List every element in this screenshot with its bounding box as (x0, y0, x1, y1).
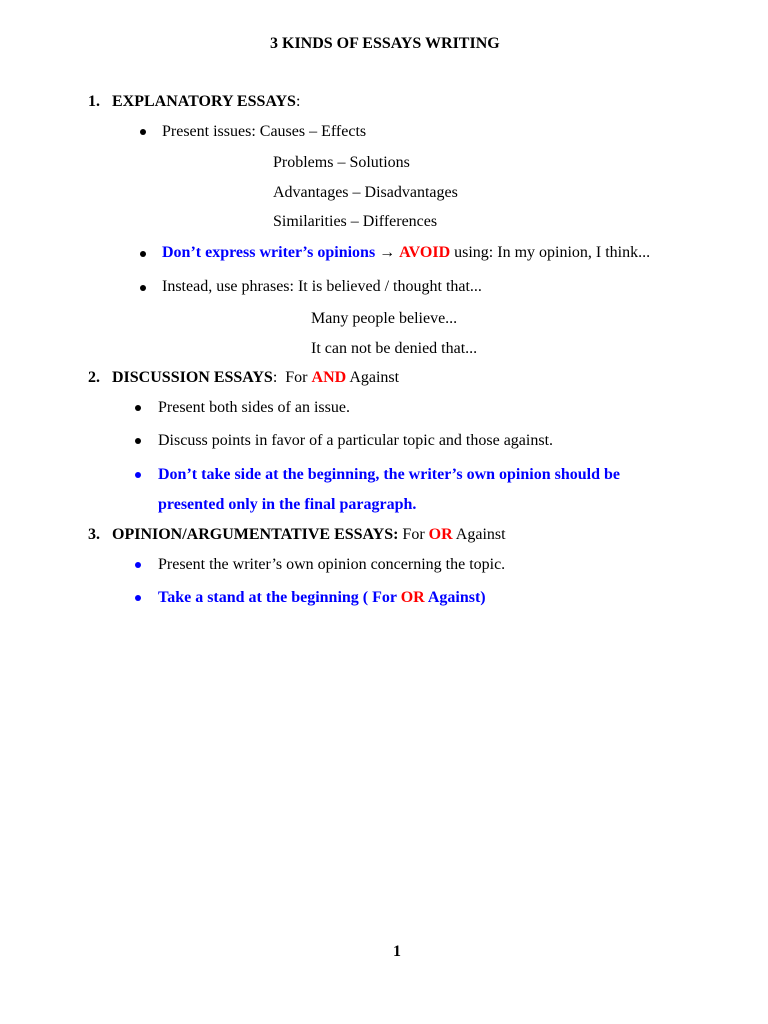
avoid-phrase: using: In my opinion, I think... (454, 244, 651, 261)
section-3-item-2 (158, 588, 486, 608)
section-1-item-1: Present issues: Causes – Effects (162, 123, 367, 140)
section-2-item-3-line-1: Don’t take side at the beginning, the writer’s own opinion should be (158, 466, 620, 483)
section-3-heading: OPINION/ARGUMENTATIVE ESSAYS: (112, 526, 399, 543)
avoid-keyword: AVOID (399, 244, 451, 261)
section-1-item-1-cont-1: Problems – Solutions (273, 154, 410, 171)
section-2-item-2: Discuss points in favor of a particular topic and those against. (158, 432, 554, 449)
section-2-heading-colon: : (272, 369, 278, 386)
section-3-against: Against (455, 526, 506, 543)
page-number: 1 (393, 943, 401, 960)
section-1-heading: EXPLANATORY ESSAYS (112, 93, 296, 110)
section-1-item-1-cont-3: Similarities – Differences (273, 213, 438, 230)
take-stand-text: Take a stand at the beginning ( For (158, 589, 397, 606)
section-2-heading-line (112, 368, 399, 388)
section-1-heading-line (112, 92, 300, 112)
section-1-item-2 (162, 243, 650, 263)
page-title: 3 KINDS OF ESSAYS WRITING (270, 35, 500, 52)
take-stand-end: Against) (427, 589, 486, 606)
section-3-item-1: Present the writer’s own opinion concerning the topic. (158, 556, 506, 573)
or-keyword: OR (428, 526, 453, 543)
section-2-number: 2. (88, 369, 100, 386)
or-keyword-inline: OR (400, 589, 425, 606)
bullet-icon (135, 595, 141, 601)
section-1-item-3-cont-2: It can not be denied that... (311, 340, 478, 357)
section-1-heading-colon: : (295, 93, 301, 110)
section-2-against: Against (349, 369, 400, 386)
bullet-icon (140, 285, 146, 291)
section-2-heading: DISCUSSION ESSAYS (112, 369, 273, 386)
section-2-for: For (285, 369, 308, 386)
section-2-item-1: Present both sides of an issue. (158, 399, 350, 416)
bullet-icon (140, 251, 146, 257)
bullet-icon (135, 438, 141, 444)
no-opinion-warning: Don’t express writer’s opinions (162, 244, 376, 261)
bullet-icon (135, 405, 141, 411)
bullet-icon (135, 562, 141, 568)
section-1-number: 1. (88, 93, 100, 110)
section-2-item-3-line-2: presented only in the final paragraph. (158, 496, 417, 513)
section-3-for: For (402, 526, 425, 543)
right-arrow-icon: → (379, 244, 396, 261)
section-1-item-3-cont-1: Many people believe... (311, 310, 458, 327)
section-3-heading-line (112, 525, 506, 545)
section-1-item-3: Instead, use phrases: It is believed / thought that... (162, 278, 482, 295)
section-3-number: 3. (88, 526, 100, 543)
section-1-item-1-cont-2: Advantages – Disadvantages (273, 184, 458, 201)
bullet-icon (135, 472, 141, 478)
and-keyword: AND (311, 369, 347, 386)
bullet-icon (140, 129, 146, 135)
